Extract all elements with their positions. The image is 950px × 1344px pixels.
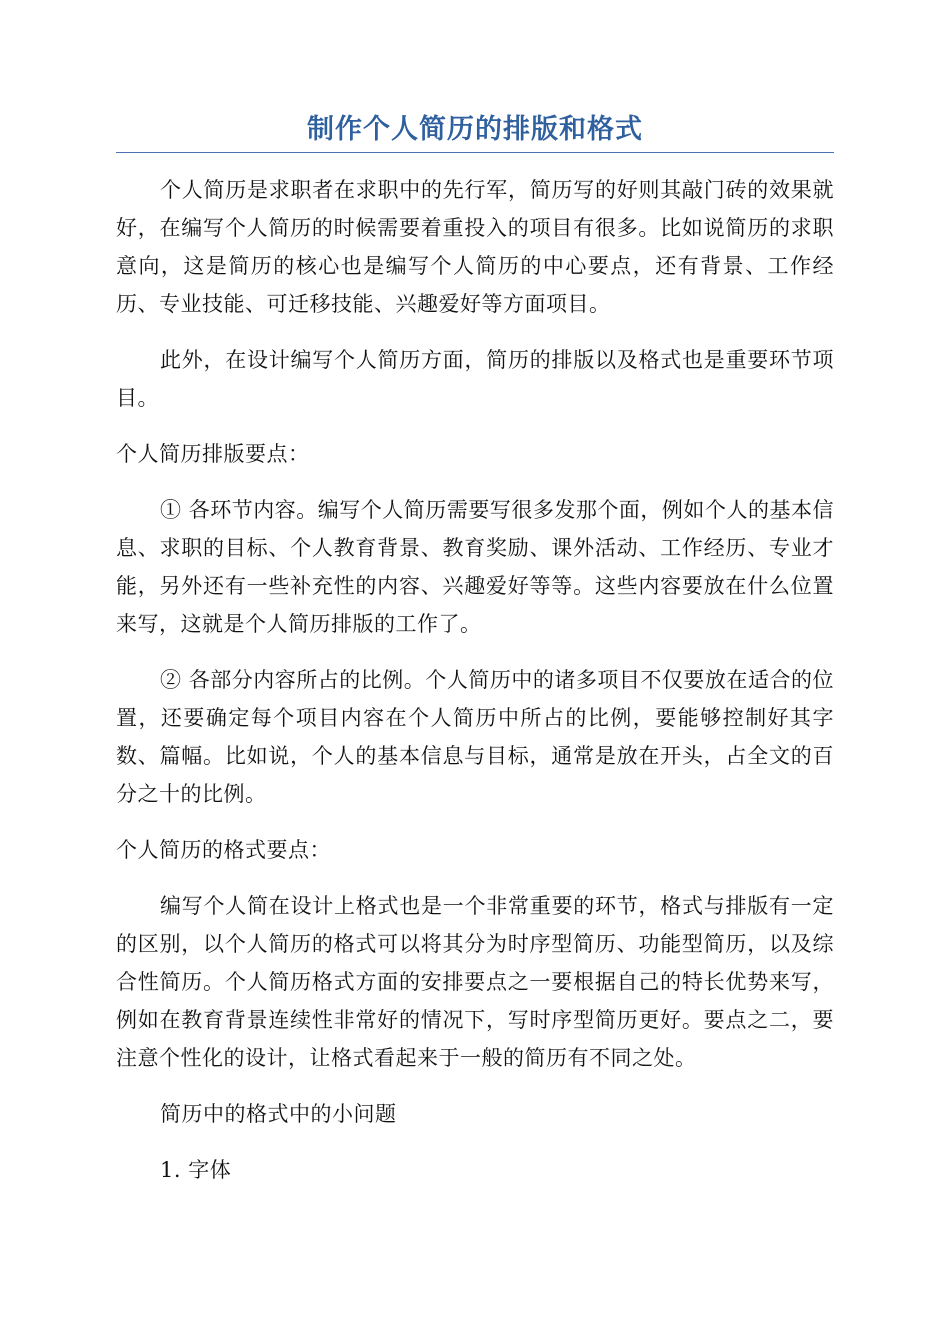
document-body — [116, 171, 834, 1189]
list-item-font: 1. 字体 — [160, 1158, 232, 1182]
paragraph-format: 编写个人简在设计上格式也是一个非常重要的环节，格式与排版有一定的区别，以个人简历的格式可以将其分为时序型简历、功能型简历，以及综合性简历。个人简历格式方面的安排要点之一要根据自己的特长优势来写，例如在教育背景连续性非常好的情况下，写时序型简历更好。要点之二，要注意个性化的设计，让格式看起来于一般的简历有不同之处。 — [116, 894, 834, 1070]
heading-format-issues: 简历中的格式中的小问题 — [160, 1102, 397, 1126]
heading-layout-points: 个人简历排版要点： — [116, 442, 310, 466]
paragraph-layout-point-1: ① 各环节内容。编写个人简历需要写很多发那个面，例如个人的基本信息、求职的目标、个人教育背景、教育奖励、课外活动、工作经历、专业才能，另外还有一些补充性的内容、兴趣爱好等等。这些内容要放在什么位置来写，这就是个人简历排版的工作了。 — [116, 498, 834, 636]
paragraph-layout-note: 此外，在设计编写个人简历方面，简历的排版以及格式也是重要环节项目。 — [116, 348, 834, 410]
paragraph-layout-point-2: ② 各部分内容所占的比例。个人简历中的诸多项目不仅要放在适合的位置，还要确定每个项目内容在个人简历中所占的比例，要能够控制好其字数、篇幅。比如说，个人的基本信息与目标，通常是放在开头，占全文的百分之十的比例。 — [116, 668, 834, 806]
document-page — [116, 110, 834, 1207]
document-title: 制作个人简历的排版和格式 — [116, 110, 834, 153]
paragraph-intro: 个人简历是求职者在求职中的先行军，简历写的好则其敲门砖的效果就好，在编写个人简历的时候需要着重投入的项目有很多。比如说简历的求职意向，这是简历的核心也是编写个人简历的中心要点，还有背景、工作经历、专业技能、可迁移技能、兴趣爱好等方面项目。 — [116, 178, 834, 316]
heading-format-points: 个人简历的格式要点： — [116, 838, 331, 862]
